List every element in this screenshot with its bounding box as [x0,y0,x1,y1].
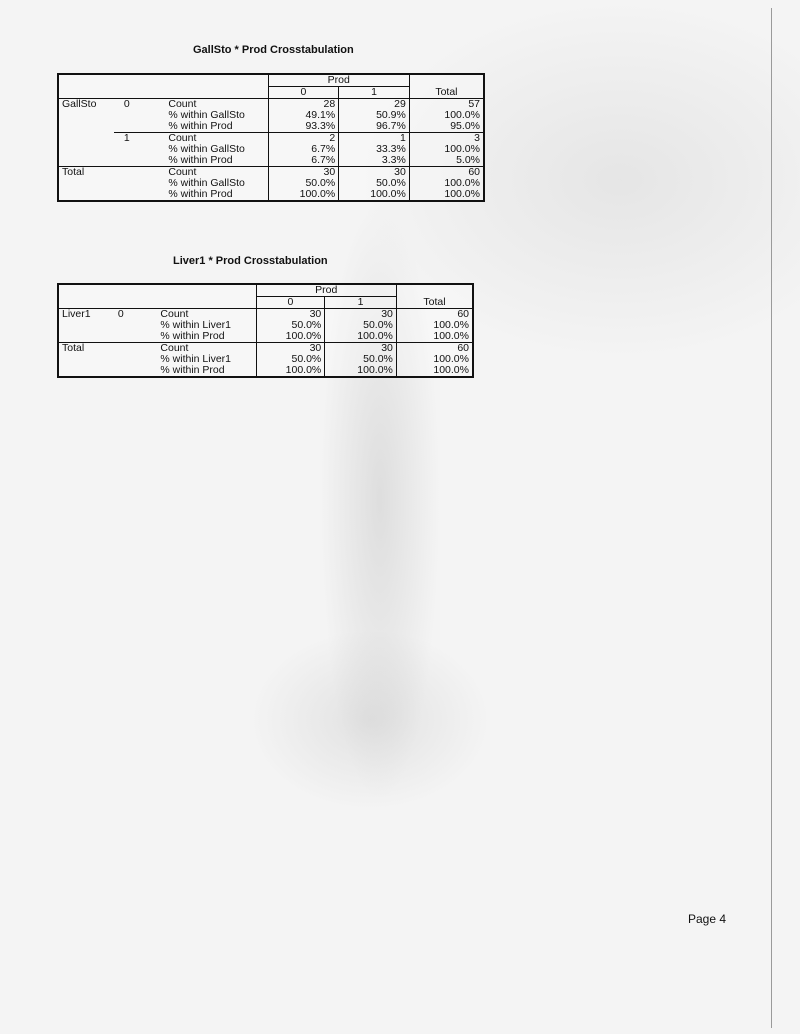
table-row [58,133,484,145]
total-value: 100.0% [409,110,484,121]
total-value: 60 [396,309,473,321]
column-level-header: 0 [256,297,325,309]
cell-value: 100.0% [325,365,397,377]
statistic-label: Count [157,309,256,321]
header-row [58,74,484,87]
total-value: 100.0% [409,189,484,201]
column-variable-header: Prod [256,284,396,297]
row-variable-label: Liver1 [58,309,108,343]
crosstab-title-gallsto: GallSto * Prod Crosstabulation [193,44,354,56]
cell-value: 1 [339,133,410,145]
statistic-label: % within Liver1 [160,319,232,331]
statistic-label: Count [165,99,268,111]
total-column-header: Total [396,284,473,309]
statistic-label: % within Prod [160,364,225,376]
header-row [58,284,473,297]
cell-value: 30 [256,343,325,355]
header-blank [58,284,256,309]
total-value: 5.0% [409,155,484,167]
row-level-label: 0 [114,99,166,133]
row-level-label [114,167,166,202]
crosstab-table-gallsto [57,73,485,202]
cell-value: 50.0% [268,178,339,189]
cell-value: 100.0% [268,189,339,201]
total-value: 100.0% [409,144,484,155]
cell-value: 50.0% [256,320,325,331]
total-value: 60 [396,343,473,355]
statistic-label: Count [165,133,268,145]
column-level-header: 1 [325,297,397,309]
statistic-label: % within GallSto [168,143,245,155]
cell-value: 28 [268,99,339,111]
crosstab-title-liver1: Liver1 * Prod Crosstabulation [173,255,328,267]
cell-value: 6.7% [268,155,339,167]
total-value: 100.0% [409,178,484,189]
cell-value: 30 [268,167,339,179]
total-value: 57 [409,99,484,111]
column-level-header: 1 [339,87,410,99]
cell-value: 93.3% [268,121,339,133]
cell-value: 3.3% [339,155,410,167]
table-row [58,343,473,355]
statistic-label: % within Prod [160,330,225,342]
row-level-label: 0 [108,309,158,343]
cell-value: 30 [256,309,325,321]
cell-value: 50.9% [339,110,410,121]
total-value: 100.0% [396,320,473,331]
cell-value: 50.0% [256,354,325,365]
statistic-label: % within Liver1 [160,353,232,365]
table-row [58,309,473,321]
statistic-label: % within Prod [168,120,233,132]
cell-value: 96.7% [339,121,410,133]
row-level-label [108,343,158,378]
cell-value: 50.0% [325,320,397,331]
cell-value: 50.0% [325,354,397,365]
cell-value: 100.0% [339,189,410,201]
row-variable-label: Total [58,167,114,202]
statistic-label: % within GallSto [168,109,245,121]
row-variable-label: GallSto [58,99,114,133]
statistic-label: Count [165,167,268,179]
statistic-label: % within Prod [168,188,233,200]
table-row [58,167,484,179]
cell-value: 100.0% [256,365,325,377]
statistic-label: Count [157,343,256,355]
total-value: 100.0% [396,365,473,377]
row-variable-label [58,133,114,167]
row-level-label: 1 [114,133,166,167]
row-variable-label: Total [58,343,108,378]
total-column-header: Total [409,74,484,99]
cell-value: 2 [268,133,339,145]
table-row [58,99,484,111]
cell-value: 6.7% [268,144,339,155]
header-blank [58,74,268,99]
statistic-label: % within GallSto [168,177,245,189]
cell-value: 33.3% [339,144,410,155]
column-level-header: 0 [268,87,339,99]
cell-value: 50.0% [339,178,410,189]
column-variable-header: Prod [268,74,409,87]
cell-value: 29 [339,99,410,111]
cell-value: 30 [325,343,397,355]
cell-value: 49.1% [268,110,339,121]
page-number: Page 4 [688,912,727,926]
total-value: 60 [409,167,484,179]
total-value: 100.0% [396,354,473,365]
total-value: 3 [409,133,484,145]
cell-value: 30 [325,309,397,321]
cell-value: 100.0% [256,331,325,343]
page-edge-line [771,8,772,1028]
cell-value: 100.0% [325,331,397,343]
total-value: 95.0% [409,121,484,133]
cell-value: 30 [339,167,410,179]
statistic-label: % within Prod [168,154,233,166]
crosstab-table-liver1 [57,283,474,378]
total-value: 100.0% [396,331,473,343]
